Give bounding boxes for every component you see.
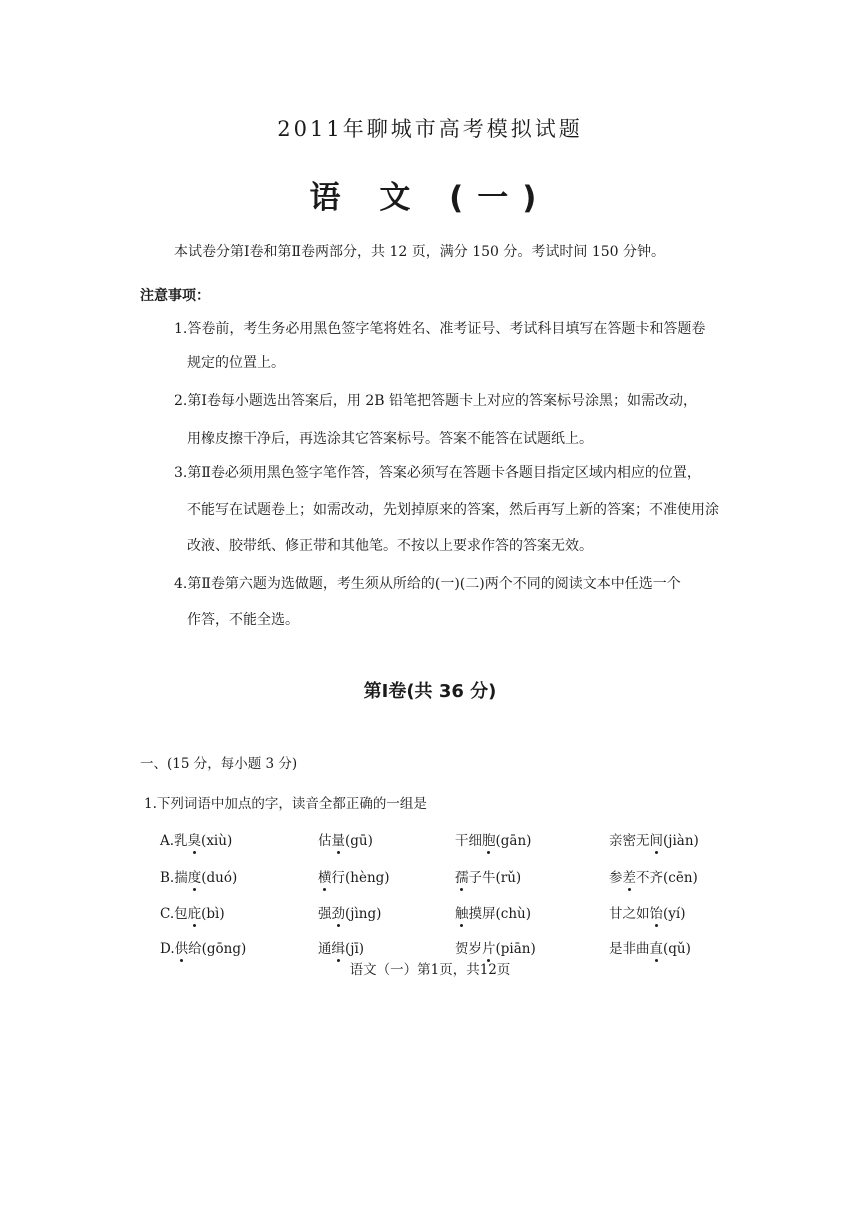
dotted-char: 供 <box>174 941 189 957</box>
section-heading: 一、(15 分，每小题 3 分) <box>140 756 298 772</box>
option-label: B. <box>160 870 175 886</box>
intro-text: 本试卷分第Ⅰ卷和第Ⅱ卷两部分，共 12 页，满分 150 分。考试时间 150 分钟。 <box>174 244 666 260</box>
option-c: C.包庇(bì) <box>160 906 225 922</box>
option-c-item: 甘之如饴(yí) <box>609 906 686 922</box>
dotted-char: 缉 <box>331 941 345 957</box>
note-line: 规定的位置上。 <box>187 355 285 371</box>
note-line: 3.第Ⅱ卷必须用黑色签字笔作答，答案必须写在答题卡各题目指定区域内相应的位置， <box>174 465 701 481</box>
note-line: 作答，不能全选。 <box>187 612 299 628</box>
note-line: 用橡皮擦干净后，再选涂其它答案标号。答案不能答在试题纸上。 <box>187 431 593 447</box>
option-d: D.供给(gōng) <box>160 941 247 957</box>
option-d-item: 是非曲直(qǔ) <box>609 941 691 957</box>
dotted-char: 片 <box>482 941 496 957</box>
dotted-char: 间 <box>649 833 663 849</box>
page-footer: 语文（一）第1页，共12页 <box>349 962 511 978</box>
option-b-item: 孺子牛(rǔ) <box>455 870 522 886</box>
dotted-char: 横 <box>318 870 332 886</box>
option-c-item: 强劲(jìng) <box>318 906 382 922</box>
note-line: 4.第Ⅱ卷第六题为选做题，考生须从所给的(一)(二)两个不同的阅读文本中任选一个 <box>174 576 681 592</box>
option-b-item: 参差不齐(cēn) <box>609 870 698 886</box>
dotted-char: 度 <box>187 870 202 886</box>
dotted-char: 孺 <box>455 870 469 886</box>
dotted-char: 庇 <box>187 906 202 922</box>
dotted-char: 量 <box>331 833 345 849</box>
notes-heading: 注意事项： <box>140 288 210 304</box>
note-line: 1.答卷前，考生务必用黑色签字笔将姓名、准考证号、考试科目填写在答题卡和答题卷 <box>174 321 706 337</box>
option-a-item: 亲密无间(jiàn) <box>609 833 699 849</box>
dotted-char: 直 <box>649 941 663 957</box>
dotted-char: 劲 <box>331 906 345 922</box>
dotted-char: 饴 <box>649 906 663 922</box>
option-a-item: 干细胞(gān) <box>455 833 532 849</box>
option-label: C. <box>160 906 175 922</box>
dotted-char: 触 <box>455 906 469 922</box>
question-stem: 1.下列词语中加点的字，读音全都正确的一组是 <box>144 796 427 812</box>
exam-title: 2011年聊城市高考模拟试题 <box>277 117 583 141</box>
dotted-char: 臭 <box>187 833 202 849</box>
option-d-item: 通缉(jī) <box>318 941 365 957</box>
dotted-char: 差 <box>622 870 636 886</box>
option-b: B.揣度(duó) <box>160 870 238 886</box>
option-label: A. <box>160 833 175 849</box>
dotted-char: 胞 <box>482 833 496 849</box>
part-title: 第Ⅰ卷(共 36 分) <box>363 681 497 702</box>
note-line: 改液、胶带纸、修正带和其他笔。不按以上要求作答的答案无效。 <box>187 538 593 554</box>
option-c-item: 触摸屏(chù) <box>455 906 531 922</box>
option-a: A.乳臭(xiù) <box>160 833 233 849</box>
option-b-item: 横行(hèng) <box>318 870 390 886</box>
option-label: D. <box>160 941 175 957</box>
option-a-item: 估量(gū) <box>318 833 373 849</box>
subject-title: 语 文 (一) <box>309 180 551 216</box>
option-d-item: 贺岁片(piān) <box>455 941 536 957</box>
note-line: 2.第Ⅰ卷每小题选出答案后，用 2B 铅笔把答题卡上对应的答案标号涂黑；如需改动， <box>174 393 697 409</box>
note-line: 不能写在试题卷上；如需改动，先划掉原来的答案，然后再写上新的答案；不准使用涂 <box>187 502 719 518</box>
